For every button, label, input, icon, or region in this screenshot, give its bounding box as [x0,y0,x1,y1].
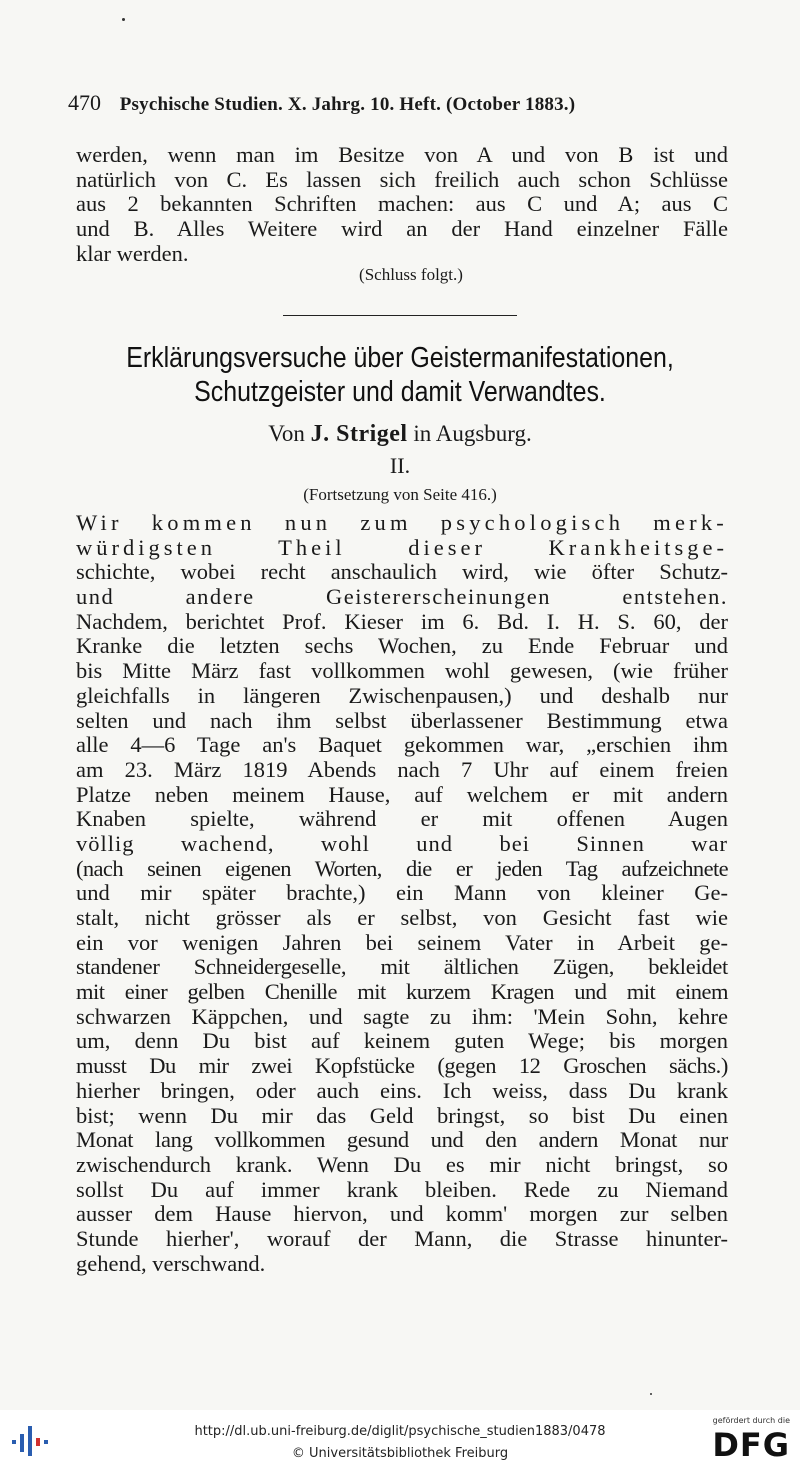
text-line: sollst Du auf immer krank bleiben. Rede zu Niemand [76,1176,728,1202]
text-line: Knaben spielte, während er mit offenen Augen [76,806,728,832]
byline [0,418,800,450]
text-line: und andere Geistererscheinungen entstehen. [76,584,728,610]
scan-speck [122,18,125,21]
text-line: selten und nach ihm selbst überlassener Bestimmung etwa [76,707,728,733]
page-number: 470 [68,90,101,115]
text-line: standener Schneidergeselle, mit ältlichen Zügen, bekleidet [76,954,728,980]
text-line: zwischendurch krank. Wenn Du es mir nicht bringst, so [76,1151,728,1177]
text-line: bis Mitte März fast vollkommen wohl gewesen, (wie früher [76,658,728,684]
text-line: aus 2 bekannten Schriften machen: aus C und A; aus C [76,191,728,217]
text-line: ein vor wenigen Jahren bei seinem Vater in Arbeit ge- [76,929,728,955]
text-line: bist; wenn Du mir das Geld bringst, so bist Du einen [76,1102,728,1128]
text-line: ausser dem Hause hiervon, und komm' morgen zur selben [76,1201,728,1227]
text-line: (nach seinen eigenen Worten, die er jeden Tag aufzeichnete [76,855,728,881]
byline-prefix: Von [268,421,305,446]
running-title: Psychische Studien. X. Jahrg. 10. Heft. (October 1883.) [119,94,576,115]
dfg-logo: DFG [712,1426,790,1464]
section-number: II. [389,453,411,478]
to-be-continued-note: (Schluss folgt.) [359,265,463,284]
text-line: am 23. März 1819 Abends nach 7 Uhr auf einem freien [76,756,728,782]
previous-article-text [76,143,728,266]
text-line: klar werden. [76,240,189,266]
text-line: Stunde hierher', worauf der Mann, die Strasse hinunter- [76,1225,728,1251]
text-line: Platze neben meinem Hause, auf welchem er mit andern [76,781,728,807]
text-line: schwarzen Käppchen, und sagte zu ihm: 'Mein Sohn, kehre [76,1003,728,1029]
article-title-line-2: Schutzgeister und damit Verwandtes. [194,376,606,408]
article-body [76,511,728,1276]
text-line: schichte, wobei recht anschaulich wird, wie öfter Schutz- [76,559,728,585]
section-divider [283,315,517,316]
text-line: würdigsten Theil dieser Krankheitsge- [76,534,728,560]
text-line: und mir später brachte,) ein Mann von kleiner Ge- [76,880,728,906]
text-line: hierher bringen, oder auch eins. Ich weiss, dass Du krank [76,1077,728,1103]
text-line: Kranke die letzten sechs Wochen, zu Ende Februar und [76,633,728,659]
running-header [68,88,708,120]
text-line: Nachdem, berichtet Prof. Kieser im 6. Bd. I. H. S. 60, der [76,608,728,634]
byline-suffix: in Augsburg. [413,421,532,446]
text-line: gleichfalls in längeren Zwischenpausen,) und deshalb nur [76,682,728,708]
text-line: werden, wenn man im Besitze von A und von B ist und [76,142,728,167]
text-line: und B. Alles Weitere wird an der Hand einzelner Fälle [76,216,728,242]
permalink-url[interactable]: http://dl.ub.uni-freiburg.de/diglit/psychische_studien1883/0478 [194,1424,606,1439]
continuation-note: (Fortsetzung von Seite 416.) [303,485,497,504]
article-title-line-1: Erklärungsversuche über Geistermanifestationen, [126,342,674,374]
copyright-text: © Universitätsbibliothek Freiburg [291,1446,509,1461]
text-line: völlig wachend, wohl und bei Sinnen war [76,830,728,856]
text-line: stalt, nicht grösser als er selbst, von Gesicht fast wie [76,905,728,930]
text-line: um, denn Du bist auf keinem guten Wege; bis morgen [76,1028,728,1054]
text-line: musst Du mir zwei Kopfstücke (gegen 12 Groschen sächs.) [76,1053,728,1079]
library-footer [0,1410,800,1472]
text-line: mit einer gelben Chenille mit kurzem Kragen und mit einem [76,979,728,1005]
text-line: Monat lang vollkommen gesund und den andern Monat nur [76,1127,728,1153]
text-line: natürlich von C. Es lassen sich freilich auch schon Schlüsse [76,166,728,192]
text-line: Wir kommen nun zum psychologisch merk- [76,510,728,535]
author-name: J. Strigel [310,421,408,447]
text-line: alle 4—6 Tage an's Baquet gekommen war, „erschien ihm [76,732,728,758]
funding-note: gefördert durch die [712,1416,790,1425]
text-line: gehend, verschwand. [76,1250,266,1276]
scan-speck [650,1393,652,1395]
